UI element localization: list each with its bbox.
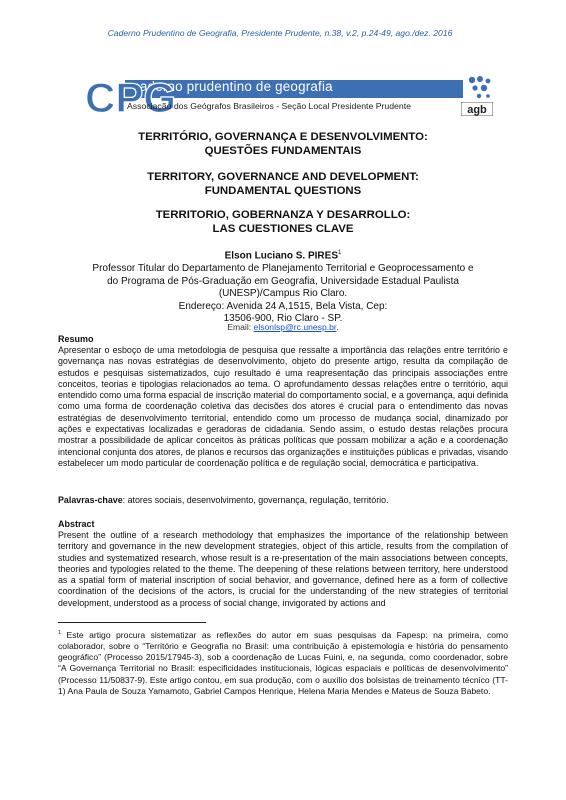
footnote <box>58 628 508 697</box>
dots-icon <box>467 74 493 104</box>
author-email <box>60 322 506 332</box>
title-en-line2: FUNDAMENTAL QUESTIONS <box>204 185 362 197</box>
association-name: Associação dos Geógrafos Brasileiros - Seção Local Presidente Prudente <box>127 101 411 111</box>
author-name <box>60 250 506 261</box>
email-label: Email: <box>227 322 252 332</box>
title-pt-line2: QUESTÕES FUNDAMENTAIS <box>204 145 362 157</box>
affiliation-line: do Programa de Pós-Graduação em Geografia, Universidade Estadual Paulista <box>107 275 459 287</box>
author-name-text: Elson Luciano S. PIRES <box>224 250 338 262</box>
agb-logo <box>461 102 493 116</box>
keywords-label: Palavras-chave <box>58 495 123 505</box>
footnote-mark: 1 <box>58 630 62 636</box>
resumo-heading: Resumo <box>58 334 94 344</box>
address-line: Endereço: Avenida 24 A,1515, Bela Vista, Cep: <box>178 300 388 312</box>
footnote-divider <box>58 622 206 623</box>
cpg-logo <box>83 74 183 118</box>
title-spanish <box>60 208 506 236</box>
title-en-line1: TERRITORY, GOVERNANCE AND DEVELOPMENT: <box>147 171 419 183</box>
title-es-line1: TERRITORIO, GOBERNANZA Y DESARROLLO: <box>155 209 411 221</box>
title-portuguese <box>60 130 506 158</box>
footnote-text: Este artigo procura sistematizar as reflexões do autor em suas pesquisas da Fapesp: na primeira, como colaborador, sobre o “Território e Geografia no Brasil: uma contribuição à epistemologia e história do pensamento geográfico” (Processo 2015/17945-3), sob a coordenação de Lucas Fuini, e, na segunda, como coordenador, sobre “A Governança Territorial no Brasil: especificidades institucionais, lógicas espaciais e políticas de desenvolvimento” (Processo 11/50837-9). Este artigo contou, em sua produção, com o auxílio dos bolsistas de treinamento técnico (TT-1) Ana Paula de Souza Yamamoto, Gabriel Campos Henrique, Helena Maria Mendes e Mateus de Souza Babeto. <box>58 629 508 696</box>
journal-citation: Caderno Prudentino de Geografia, Presidente Prudente, n.38, v.2, p.24-49, ago./dez. 2016 <box>107 28 453 38</box>
abstract-text: Present the outline of a research methodology that emphasizes the importance of the relationship between territory and governance in the new development strategies, object of this article, results from the compilation of studies and systematized research, whose result is a re-presentation of the main associations between concepts, theories and typologies related to the theme. The deepening of these relations between territory, here understood as a spatial form of material inscription of social behavior, and governance, defined here as a form of collective coordination of the decisions of the actors, is crucial for the understanding of the new strategies of territorial development, understood as a process of social change, invigorated by actions and <box>58 530 508 608</box>
title-es-line2: LAS CUESTIONES CLAVE <box>212 223 354 235</box>
journal-banner <box>83 74 493 118</box>
keywords <box>58 495 508 505</box>
resumo-text: Apresentar o esboço de uma metodologia de pesquisa que ressalte a importância das relações entre território e governança nas novas estratégias de desenvolvimento, objeto do presente artigo, resulta da compilação de estudos e pesquisas sistematizados, cujo resultado é uma reapresentação das principais associações entre conceitos, teorias e tipologias relacionados ao tema. O aprofundamento dessas relações entre o território, aqui entendido como uma forma espacial de inscrição material do comportamento social, e a governança, aqui definida como uma forma de coordenação coletiva das decisões dos atores é crucial para o entendimento das novas estratégias de desenvolvimento territorial, entendido como um processo de mudança social, dinamizado por ações e expectativas localizadas e geradoras de cidadania. Sendo assim, o estudo destas relações procura mostrar a possibilidade de aplicar conceitos às práticas políticas que possam mobilizar a ação e a coordenação intencional conjunta dos atores, de planos e recursos das organizações e instituições públicas e privadas, visando estabelecer um modo particular de coordenação política e de regulação social, democrática e participativa. <box>58 345 508 468</box>
affiliation-line: (UNESP)/Campus Rio Claro. <box>218 288 348 300</box>
affiliation-line: Professor Titular do Departamento de Planejamento Territorial e Geoprocessamento e <box>92 263 474 274</box>
email-link[interactable]: elsonlsp@rc.unesp.br <box>253 322 337 332</box>
keywords-list: : atores sociais, desenvolvimento, governança, regulação, território. <box>122 495 389 505</box>
title-pt-line1: TERRITÓRIO, GOVERNANÇA E DESENVOLVIMENTO: <box>138 131 428 143</box>
address-line: 13506-900, Rio Claro - SP. <box>223 313 343 325</box>
abstract-heading: Abstract <box>58 519 95 529</box>
title-english <box>60 170 506 198</box>
cpg-logo-letters: CPG <box>85 74 177 118</box>
author-affiliation <box>70 263 496 326</box>
banner-title: caderno prudentino de geografia <box>133 79 333 94</box>
email-end: . <box>336 322 339 332</box>
author-footnote-mark: 1 <box>338 250 342 256</box>
agb-logo-letters: agb <box>467 104 487 116</box>
